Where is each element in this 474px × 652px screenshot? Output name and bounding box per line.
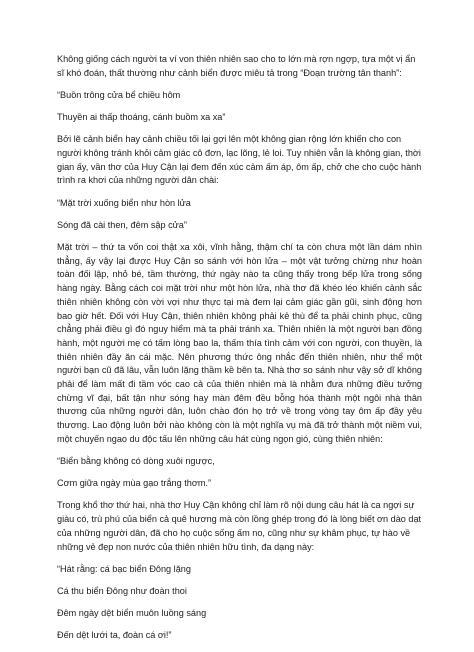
verse-line: Thuyền ai thấp thoáng, cánh buồm xa xa” [57,112,226,123]
verse-line: Cơm giữa ngày mùa gạo trắng thơm.” [57,478,212,489]
verse-line: “Biển bằng không có dòng xuôi ngược, [57,456,215,467]
verse-line: Đêm ngày dệt biển muôn luồng sáng [57,608,207,619]
verse-line: Sóng đã cài then, đêm sập cửa” [57,219,187,230]
verse-line: “Buồn trông cửa bể chiều hôm [57,89,181,100]
verse-line: “Hát rằng: cá bạc biển Đông lặng [57,563,191,574]
verse-line: “Mặt trời xuống biển như hòn lửa [57,197,191,208]
verse-line: Đến dệt lưới ta, đoàn cá ơi!” [57,630,172,641]
paragraph-analysis: Mặt trời – thứ ta vốn coi thật xa xôi, vĩnh hằng, thậm chí ta còn chưa một lần dám nhìn thẳng, ấy vậy lại được Huy Cận so sánh với hòn lửa – một vật tưởng chừng như hoàn toàn đối lập, nhỏ bé, tầm thường, thứ ngày nào ta cũng thấy trong bếp lửa trong sống hàng ngày. Bằng cách coi mặt trời như một hòn lửa, nhà thơ đã khéo léo khiến cảnh sắc thiên nhiên không còn vời vợi như thực tại mà đem lại cảm giác gần gũi, sinh động hơn bao giờ hết. Đối với Huy Cận, thiên nhiên không phải kẻ thù để ta phải chinh phục, cũng chẳng phải điều gì đó nguy hiểm mà ta phải tránh xa. Thiên nhiên là một người bạn đồng hành, một người mẹ có tấm lòng bao la, thấm thía tình cảm với con người, con thuyền, là thiên nhiên đầy ăn cái mặc. Nên phương thức ông nhắc đến thiên nhiên, như thể một người bạn cũ đã lâu, vẫn luôn lặng thầm kề bên ta. Nhà thơ so sánh như vậy sở dĩ không phải để làm mất đi tầm vóc cao cả của thiên nhiên mà là nhằm đưa những điều tưởng chừng vĩ đại, bất tận như sóng hay màn đêm đều bỗng hóa thành một ngôi nhà thân thương của những người dân, luôn chào đón họ trở về trong vòng tay ôm ấp đầy yêu thương. Lao động luôn bởi nào không còn là một nghĩa vụ mà đã trở thành một niềm vui, một chuyến ngao du độc tấu lên những câu hát cùng ngọn gió, cùng thiên nhiên: [57,242,422,444]
document-body [57,53,422,652]
paragraph-intro: Không giống cách người ta ví von thiên nhiên sao cho to lớn mà rợn ngợp, tựa một vị ẩn sĩ khó đoán, thất thường như cảnh biển được miêu tả trong “Đoạn trường tân thanh”: [57,54,416,78]
verse-line: Cá thu biển Đông như đoàn thoi [57,586,187,596]
paragraph-analysis: Bởi lẽ cảnh biển hay cảnh chiều tối lại gợi lên một không gian rộng lớn khiến cho con người không tránh khỏi cảm giác cô đơn, lạc lõng, lẻ loi. Tuy nhiên vẫn là không gian, thời gian ấy, vần thơ của Huy Cận lại đem đến xúc cảm ấm áp, ôm ấp, chở che cho cuộc hành trình ra khơi của những người dân chài: [57,134,422,186]
paragraph-analysis: Trong khổ thơ thứ hai, nhà thơ Huy Cận không chỉ làm rõ nội dung câu hát là ca ngợi sự giàu có, trù phú của biển cả quê hương mà còn lồng ghép trong đó là lòng biết ơn dào dạt của những người dân, đã cho họ cuộc sống ấm no, cũng như sự khâm phục, tự hào về những vẻ đẹp non nước của thiên nhiên hữu tình, đa dạng này: [57,500,422,552]
